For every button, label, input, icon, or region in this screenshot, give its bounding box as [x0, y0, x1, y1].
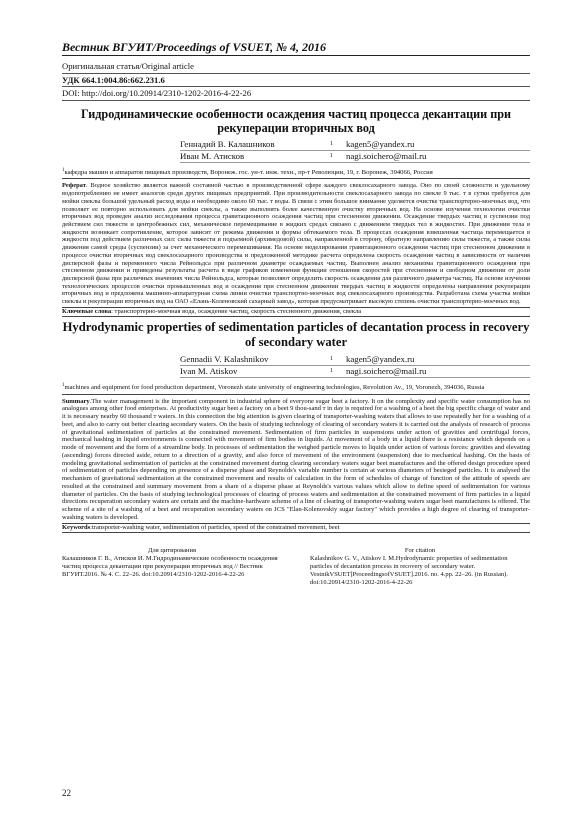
abstract-text: . Водное хозяйство является важной составной частью в производственной сфере каждого свеклосахарного завода. Оно по своей сложности и удельному водопотреблению не имеет аналогов среди других пищевых предприятий. При производительности свеклосахарного завода по свекле 9 тыс. т в сутки требуется для мойки свеклы большой удельный расход воды и необходимо около 60 тыс. т воды. В связи с этим большое внимание уделяется очистке транспортерно-моечных вод, что позволяет ее повторно использовать для мойки свеклы, а также выполнять более качественную очистку вторичных вод. На основе изучения технологии очистки вторичных вод проведен анализ исследования процесса гравитационного осаждения частиц при стесненном движении. Осаждение твердых частиц в суспензии под действием сил тяжести и центробежных сил, механическое перемещивание в жидких средах связано с движением твердых тел в жидкостях. При движении тела в жидкости возникает сопротивление, которое зависит от режима движения и формы обтекаемого тела. В процессах осаждения взвешенная частица перемещается в жидкости под действием различных сил: силы тяжести и подъемной (архимедовой) силы, направленной в сторону, обратную направлению силы тяжести, а также силы движения самой среды (суспензии) за счет механического перемешивания. На основе моделирования гравитационного осаждения частиц при стесненном движении в процессе очистки вторичных вод свеклосахарного производства и предложенной методике расчета определена скорость осаждения частиц в зависимости от наличия дисперсной фазы и переменного числа Рейнольдса при различном диаметре осаждаемых частиц. Выполнен анализ механизма гравитационного осаждения при стесненном движении и приведены результаты расчета в виде графиков изменения функции отношения скоростей при стесненном и свободном движении от доли дисперсной фазы при различных значениях числа Рейнольдса, которые позволяют определить скорость осаждения для различного диаметра частиц. На основе изучения технологических процессов очистки промышленных вод и осаждения при стесненном движении твердых частиц в жидкости определены направления рекуперации вторичных вод и предложена машинно-аппаратурная схема линии очистки транспортно-моечных вод свеклосахарного производства. Разработана схема участка мойки свеклы и рекуперации вторичных вод на ОАО «Елань-Коленовский сахарный завод», которая предусматривает высокую степень очистки транспортерно-моечных вод.: [62, 182, 530, 306]
citation-english: [310, 547, 530, 587]
affiliation-russian: [62, 167, 530, 180]
abstract-english: [62, 398, 530, 524]
keywords-label: Ключевые слова: [62, 307, 112, 315]
citation-heading: Для цитирования: [148, 546, 196, 554]
doi-link[interactable]: DOI: http://doi.org/10.20914/2310-1202-2016-4-22-26: [62, 87, 530, 101]
author-name: Ivan M. Atiskov: [180, 365, 238, 376]
summary-text: .The water management is the important component in industrial sphere of everyone sugar beet a factory. It on the complexity and specific water consumption has no analogues among other food enterprises. At productivity sugar beet a factory on a beet 9 thou-sand т in day is required for a washing of a beet the big specific charge of water and it is necessary nearby 60 thousand т waters. In this connection the big attention is given clearing of transporter-washing waters that allows to use repeatedly her for a washing of a beet, and also to carry out better clearing secondary waters. On the basis of studying technology of clearing of secondary waters it is carried out the analysis of research of process of gravitational sedimentation of particles at the constrained movement. Sedimentation of firm particles in suspensions under action of gravities and centrifugal forces, mechanical hashing in liquid environments is connected with movement of firm bodies in liquids. At movement of a body in a liquid there is a resistance which depends on a mode of movement and the form of a streamline body. In processes of sedimentation the weighed particle moves to liquids under action of various forces: gravities and elevating (ascending) forces directed aside, return to a direction of a gravity, and also force of movement of the environment (suspension) due to mechanical hashing. On the basis of modeling gravitational sedimentation of particles at the constrained movement during clearing secondary waters sugar beet manufactures and the offered design procedure speed of sedimentation of particles depending on presence of a disperse phase and Reynolds's variable number is certain at various diameters of besieged particles. It is analysed the mechanism of gravitational sedimentation at the constrained movement and results of calculation in the form of schedules of change of function of the attitude of speeds are resulted at the constrained and summary movement from a share of a disperse phase at Reynolds's various values which allow to define speed of sedimentation for various diameter of particles. On the basis of studying technological processes of clearing of process waters and sedimentation at the constrained movement of firm particles in a liquid directions recuperation secondary waters are certain and the machine-hardware scheme of a line of clearing of transporter-washing waters sugar beet manufactures is offered. The scheme of a site of a washing of a beet and recuperation secondary waters on JCS "Elan-Kolenovskiy sugar factory" which provides a high degree of clearing of transporter-washing waters is developed.: [62, 397, 530, 521]
abstract-russian: [62, 182, 530, 307]
article-page: [62, 40, 530, 587]
page-number: 22: [62, 788, 71, 798]
author-affil-marker: 1: [330, 140, 333, 147]
affiliation-english: [62, 382, 530, 395]
citation-block: [62, 547, 530, 587]
udc-code: УДК 664.1:004.86:662.231.6: [62, 74, 530, 88]
abstract-label: Реферат: [62, 182, 86, 190]
author-email[interactable]: kagen5@yandex.ru: [346, 353, 415, 364]
author-name: Gennadii V. Kalashnikov: [180, 353, 269, 364]
title-russian: Гидродинамические особенности осаждения частиц процесса декантации при рекуперации вторичных вод: [80, 106, 512, 135]
citation-russian: [62, 547, 282, 587]
author-email[interactable]: kagen5@yandex.ru: [346, 138, 415, 149]
author-name: Иван М. Атисков: [180, 150, 245, 161]
affiliation-marker: 1: [62, 382, 65, 388]
keywords-english: [62, 524, 530, 533]
keywords-russian: [62, 308, 530, 317]
journal-header: Вестник ВГУИТ/Proceedings of VSUET, № 4, 2016: [62, 40, 530, 56]
citation-text: Калашников Г. В., Атисков И. М.Гидродинамические особенности осаждения частиц процесса декантации при рекуперации вторичных вод // Вестник ВГУИТ.2016. № 4. С. 22–26. doi:10.20914/2310-1202-2016-4-22-26: [62, 554, 278, 578]
author-row: [180, 366, 530, 378]
article-meta: [62, 60, 530, 101]
summary-label: Summary: [62, 397, 90, 405]
affiliation-text: кафедра машин и аппаратов пищевых производств, Воронеж. гос. ун-т. инж. техн., пр-т Революции, 19, г. Воронеж, 394066, Россия: [64, 168, 433, 176]
affiliation-text: machines and equipment for food production department, Voronezh state university of engineering technologies, Revolution Av., 19, Voronezh, 394036, Russia: [64, 383, 485, 391]
author-name: Геннадий В. Калашников: [180, 138, 275, 149]
citation-heading: For citation: [404, 546, 436, 554]
author-row: [180, 151, 530, 163]
author-affil-marker: 1: [330, 367, 333, 374]
title-english: Hydrodynamic properties of sedimentation particles of decantation process in recovery of secondary water: [62, 319, 530, 349]
affiliation-marker: 1: [62, 167, 65, 173]
author-email[interactable]: nagi.soichero@mail.ru: [346, 365, 427, 376]
citation-text: Kalashnikov G. V., Atiskov I. M.Hydrodynamic properties of sedimentation particles of decantation process in recovery of secondary water. VestnikVSUET[ProceedingsofVSUET].2016. no. 4.pp. 22–26. (in Russian). doi:10.20914/2310-1202-2016-4-22-26: [310, 554, 508, 586]
keywords-label: Keywords: [62, 523, 91, 531]
authors-russian: [180, 139, 530, 163]
authors-english: [180, 354, 530, 378]
keywords-text: :transporter-washing water, sedimentation of particles, speed of the constrained movement, beet: [90, 523, 340, 531]
author-email[interactable]: nagi.soichero@mail.ru: [346, 150, 427, 161]
keywords-text: : транспортерно-моечная вода, осаждение частиц, скорость стесненного движения, свекла: [111, 307, 362, 315]
author-row: [180, 354, 530, 366]
article-type: Оригинальная статья/Original article: [62, 60, 530, 74]
author-affil-marker: 1: [330, 152, 333, 159]
author-row: [180, 139, 530, 151]
author-affil-marker: 1: [330, 355, 333, 362]
